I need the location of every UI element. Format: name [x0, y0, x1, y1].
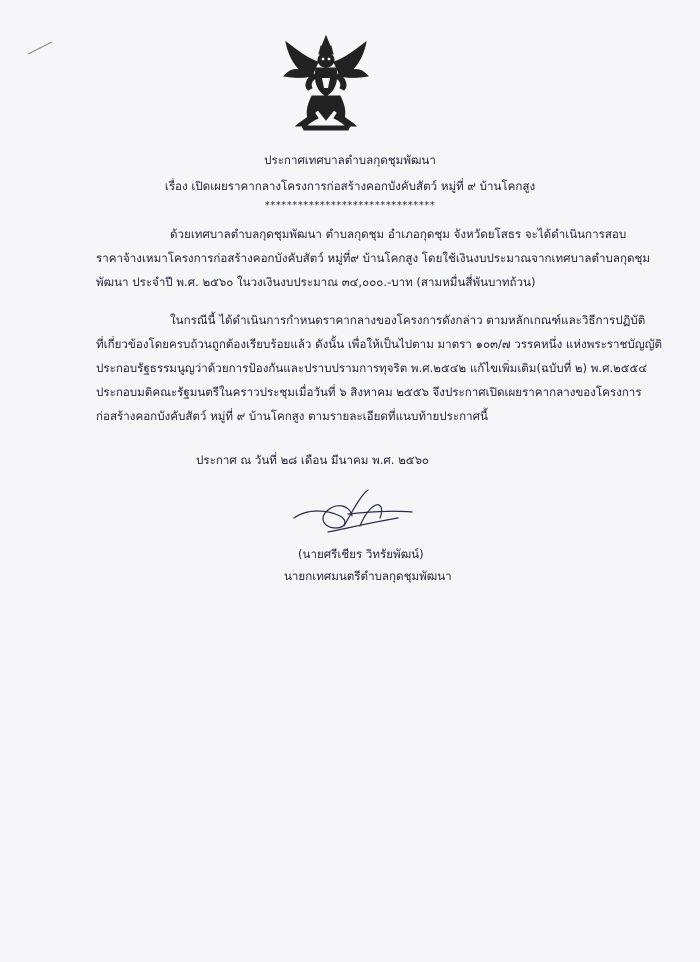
signatory-name: (นายศรีเชียร วิทรัยพัฒน์)	[298, 547, 424, 561]
paragraph2-line: ประกอบรัฐธรรมนูญว่าด้วยการป้องกันและปราบปรามการทุจริต พ.ศ.๒๕๔๒ แก้ไขเพิ่มเติม(ฉบับที่ ๒) พ.ศ.๒๕๕๔	[96, 361, 648, 375]
handwritten-signature	[288, 488, 418, 534]
announcement-subject: เรื่อง เปิดเผยราคากลางโครงการก่อสร้างคอกบังคับสัตว์ หมู่ที่ ๙ บ้านโคกสูง	[164, 179, 536, 193]
announcement-title: ประกาศเทศบาลตำบลกุดชุมพัฒนา	[264, 153, 436, 167]
paragraph2-line: ในกรณีนี้ ได้ดำเนินการกำหนดราคากลางของโครงการดังกล่าว ตามหลักเกณฑ์และวิธีการปฏิบัติ	[170, 313, 646, 327]
separator-line: *******************************	[264, 200, 436, 211]
garuda-emblem-icon	[278, 34, 374, 134]
paragraph2-line: ก่อสร้างคอกบังคับสัตว์ หมู่ที่ ๙ บ้านโคกสูง ตามรายละเอียดที่แนบท้ายประกาศนี้	[96, 409, 488, 423]
paragraph1-line: ราคาจ้างเหมาโครงการก่อสร้างคอกบังคับสัตว์ หมู่ที่๙ บ้านโคกสูง โดยใช้เงินงบประมาณจากเทศบาลตำบลกุดชุม	[96, 251, 651, 265]
announcement-date: ประกาศ ณ วันที่ ๒๘ เดือน มีนาคม พ.ศ. ๒๕๖๐	[196, 453, 430, 467]
paragraph2-line: ประกอบมติคณะรัฐมนตรีในคราวประชุมเมื่อวันที่ ๖ สิงหาคม ๒๕๕๖ จึงประกาศเปิดเผยราคากลางของโครงการ	[96, 385, 642, 399]
paragraph1-line: พัฒนา ประจำปี พ.ศ. ๒๕๖๐ ในวงเงินงบประมาณ ๓๔,๐๐๐.-บาท (สามหมื่นสี่พันบาทถ้วน)	[96, 275, 536, 289]
paragraph2-line: ที่เกี่ยวข้องโดยครบถ้วนถูกต้องเรียบร้อยแล้ว ดังนั้น เพื่อให้เป็นไปตาม มาตรา ๑๐๓/๗ วรรคหนึ่ง แห่งพระราชบัญญัติ	[96, 337, 663, 351]
signatory-position: นายกเทศมนตรีตำบลกุดชุมพัฒนา	[284, 569, 452, 583]
paragraph1-line: ด้วยเทศบาลตำบลกุดชุมพัฒนา ตำบลกุดชุม อำเภอกุดชุม จังหวัดยโสธร จะได้ดำเนินการสอบ	[170, 227, 627, 241]
pencil-mark	[26, 40, 54, 56]
